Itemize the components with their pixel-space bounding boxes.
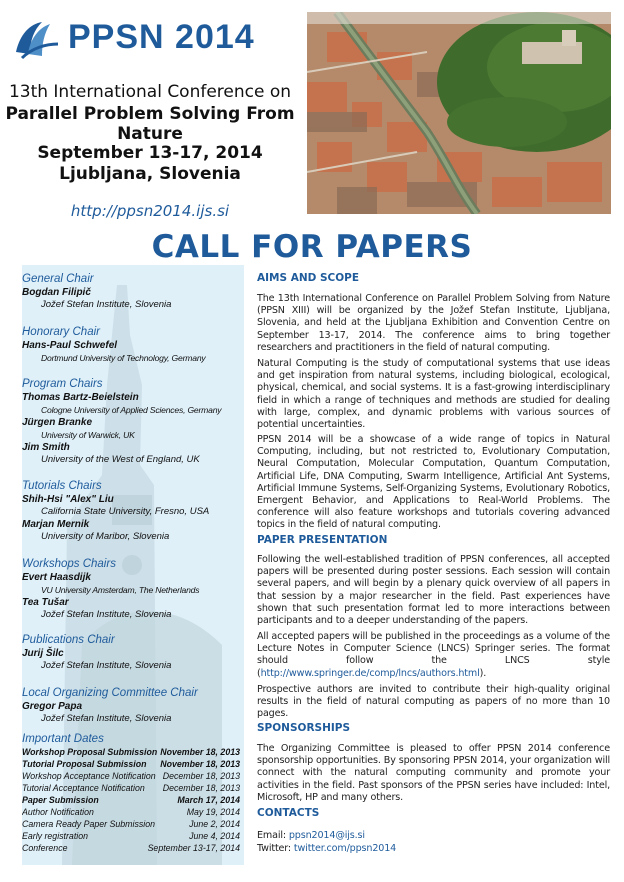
person-name: Shih-Hsi "Alex" Liu [22,494,114,505]
date-value: December 18, 2013 [162,783,240,793]
date-label: Tutorial Acceptance Notification [22,783,145,793]
date-row [22,770,244,782]
conference-edition: 13th International Conference on [8,82,292,102]
ljubljana-aerial-photo [307,12,611,214]
person-affiliation: California State University, Fresno, USA [41,506,210,517]
person-name: Thomas Bartz-Beielstein [22,392,139,403]
person-name: Hans-Paul Schwefel [22,340,118,351]
date-row [22,794,244,806]
paper-paragraph-1: Following the well-established tradition of PPSN conferences, all accepted papers will be presented during poster sessions. Each session will contain several papers, and will begin by a plenary quick overview of all papers in that session by a major researcher in the field. Past experiences have shown that such presentation format led to more interactions between participants and to a deeper understanding of the papers. [257,554,610,627]
date-value: September 13-17, 2014 [147,843,240,853]
tutorials-chairs-heading: Tutorials Chairs [22,480,102,492]
publications-chair-section [22,633,244,672]
paper-paragraph-2-end: ). [479,667,487,679]
paper-paragraph-2 [257,631,610,680]
person-name: Gregor Papa [22,701,83,712]
sponsorships-paragraph: The Organizing Committee is pleased to offer PPSN 2014 conference sponsorship opportunities. By sponsoring PPSN 2014, your organization will connect with the natural computing community and promote your activities in the field. Past sponsors of the PPSN series have included: Intel, Microsoft, HP and many others. [257,743,610,803]
date-label: Author Notification [22,807,94,817]
ppsn-logo [12,14,292,64]
date-label: Early registration [22,831,89,841]
lncs-authors-link[interactable]: http://www.springer.de/comp/lncs/authors.html [260,667,480,679]
workshops-chairs-heading: Workshops Chairs [22,558,116,570]
date-label: Tutorial Proposal Submission [22,759,147,769]
person-affiliation: University of the West of England, UK [41,454,200,465]
person-affiliation: Jožef Stefan Institute, Slovenia [41,299,172,310]
paper-paragraph-3: Prospective authors are invited to contribute their high-quality original results in the field of natural computing as papers of no more than 10 pages. [257,684,610,720]
person-affiliation: Jožef Stefan Institute, Slovenia [41,713,172,724]
date-value: December 18, 2013 [162,771,240,781]
twitter-link[interactable]: twitter.com/ppsn2014 [293,843,397,854]
email-label: Email: [257,830,289,841]
honorary-chair-section [22,325,244,364]
date-value: June 4, 2014 [189,831,240,841]
person-name: Tea Tušar [22,597,69,608]
person-affiliation: University of Maribor, Slovenia [41,531,170,542]
date-row [22,842,244,854]
person-affiliation: Jožef Stefan Institute, Slovenia [41,609,172,620]
date-row [22,746,244,758]
general-chair-section [22,272,244,311]
person-affiliation: Jožef Stefan Institute, Slovenia [41,660,172,671]
program-chairs-heading: Program Chairs [22,378,103,390]
contacts-heading: CONTACTS [257,807,320,819]
aims-heading: AIMS AND SCOPE [257,272,360,284]
logo-text: PPSN 2014 [68,18,255,56]
conference-url-link[interactable]: http://ppsn2014.ijs.si [70,202,230,220]
important-dates-section [22,732,244,854]
date-row [22,806,244,818]
committee-sidebar [22,265,244,865]
ppsn-logo-icon [12,14,62,64]
contact-twitter-line [257,843,610,855]
honorary-chair-heading: Honorary Chair [22,326,100,338]
date-row [22,818,244,830]
aims-paragraph-3: PPSN 2014 will be a showcase of a wide range of topics in Natural Computing, including, but not restricted to, Evolutionary Computation, Neural Computation, Molecular Computation, Quantum Computation, Artificial Life, DNA Computing, Swarm Intelligence, Artificial Ant Systems, Artificial Immune Systems, Self-Organizing Systems, Evolutionary Robotics, Emergent Behavior, and Applications to Real-World Problems. The conference will also feature workshops and tutorials covering advanced topics in the field of natural computing. [257,434,610,531]
paper-paragraph-2-text: All accepted papers will be published in the proceedings as a volume of the Lecture Notes in Computer Science (LNCS) Springer series. The format should follow the LNCS style ( [257,631,610,679]
sponsorships-heading: SPONSORSHIPS [257,722,351,734]
local-chair-section [22,686,244,725]
aims-paragraph-2: Natural Computing is the study of computational systems that use ideas and get inspiration from natural systems, including biological, ecological, physical, chemical, and social systems. It is a fast-growing interdisciplinary field in which a range of techniques and methods are studied for dealing with large, complex, and dynamic problems with various sources of potential uncertainties. [257,358,610,431]
date-row [22,758,244,770]
paper-presentation-heading: PAPER PRESENTATION [257,534,388,546]
person-name: Marjan Mernik [22,519,90,530]
conference-title: Parallel Problem Solving From Nature [5,104,295,144]
date-label: Workshop Acceptance Notification [22,771,156,781]
workshops-chairs-section [22,557,244,621]
general-chair-heading: General Chair [22,273,94,285]
date-value: November 18, 2013 [160,747,240,757]
email-link[interactable]: ppsn2014@ijs.si [288,830,365,841]
local-chair-heading: Local Organizing Committee Chair [22,687,198,699]
date-label: Conference [22,843,68,853]
twitter-label: Twitter: [257,843,294,854]
date-row [22,830,244,842]
person-name: Jürgen Branke [22,417,93,428]
publications-chair-heading: Publications Chair [22,634,115,646]
call-for-papers-title: CALL FOR PAPERS [151,229,473,265]
tutorials-chairs-section [22,479,244,543]
date-label: Workshop Proposal Submission [22,747,158,757]
person-name: Jim Smith [22,442,70,453]
person-name: Bogdan Filipič [22,287,91,298]
date-label: Paper Submission [22,795,99,805]
date-value: June 2, 2014 [189,819,240,829]
aims-paragraph-1: The 13th International Conference on Parallel Problem Solving from Nature (PPSN XIII) will be organized by the Jožef Stefan Institute, Ljubljana, Slovenia, and held at the Ljubljana Exhibition and Convention Centre on September 13-17, 2014. The conference aims to bring together researchers and practitioners in the field of natural computing. [257,293,610,353]
person-affiliation: Cologne University of Applied Sciences, Germany [41,405,222,415]
person-affiliation: Dortmund University of Technology, Germany [41,353,206,363]
conference-dates: September 13-17, 2014 [37,143,263,163]
date-value: November 18, 2013 [160,759,240,769]
date-value: March 17, 2014 [177,795,240,805]
important-dates-heading: Important Dates [22,733,104,745]
person-affiliation: University of Warwick, UK [41,430,135,440]
person-affiliation: VU University Amsterdam, The Netherlands [41,585,200,595]
date-label: Camera Ready Paper Submission [22,819,155,829]
date-value: May 19, 2014 [186,807,240,817]
program-chairs-section [22,377,244,466]
conference-location: Ljubljana, Slovenia [59,164,241,184]
date-row [22,782,244,794]
contact-email-line [257,830,610,842]
person-name: Jurij Šilc [22,648,64,659]
person-name: Evert Haasdijk [22,572,91,583]
